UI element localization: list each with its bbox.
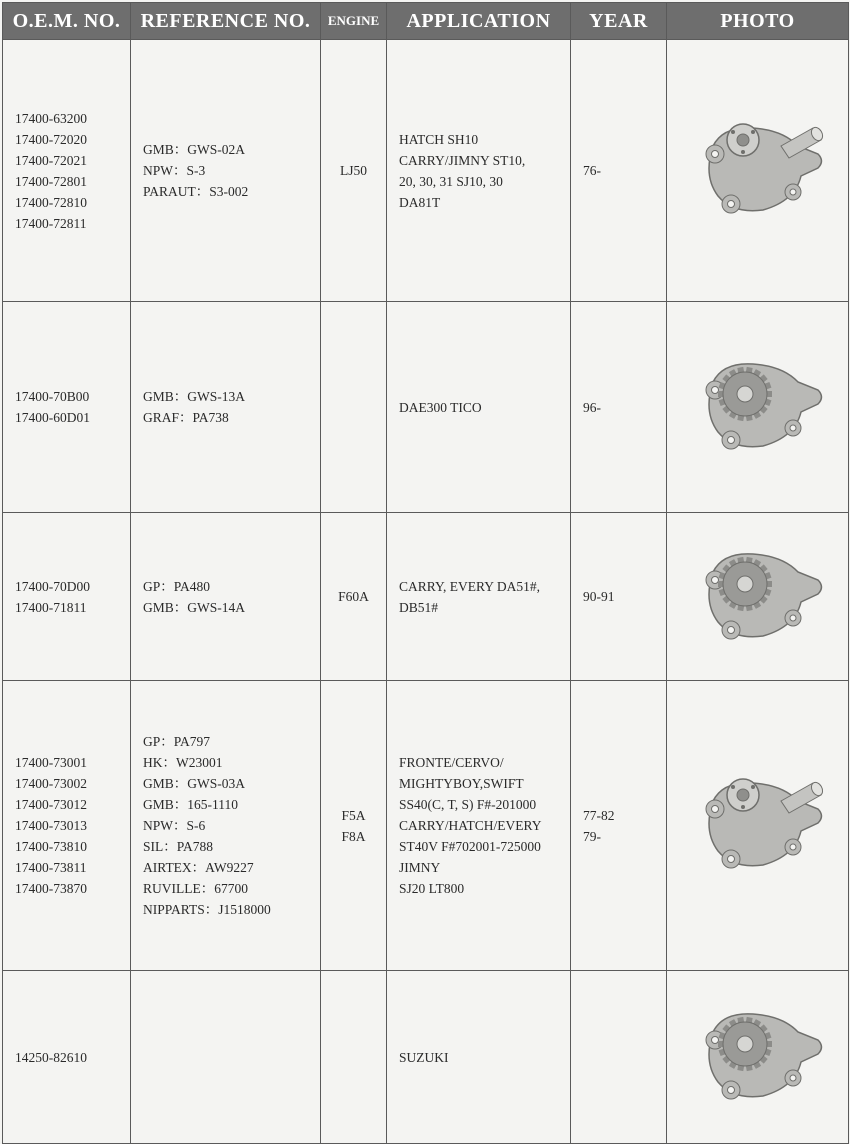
oem-number: 17400-63200 — [15, 110, 87, 126]
engine-code: LJ50 — [340, 163, 367, 178]
water-pump-photo — [683, 342, 833, 472]
application-line: CARRY, EVERY DA51#, — [399, 578, 541, 594]
oem-number-cell — [3, 513, 131, 681]
table-row — [3, 971, 849, 1144]
application-line: 20, 30, 31 SJ10, 30 — [399, 173, 503, 189]
reference-number: GP：PA797 — [143, 734, 211, 749]
reference-number: GRAF：PA738 — [143, 410, 229, 425]
application-line: JIMNY — [399, 860, 441, 875]
oem-number: 17400-73870 — [15, 881, 87, 896]
oem-number: 17400-73810 — [15, 839, 87, 854]
reference-number: SIL：PA788 — [143, 839, 214, 854]
photo-cell — [667, 513, 849, 681]
year-range: 90-91 — [583, 589, 615, 604]
engine-cell — [321, 513, 387, 681]
application-line: CARRY/JIMNY ST10, — [399, 152, 526, 168]
photo-cell — [667, 40, 849, 302]
reference-number-cell — [131, 681, 321, 971]
oem-number: 17400-72811 — [15, 215, 87, 231]
photo-cell — [667, 302, 849, 513]
application-line: SS40(C, T, S) F#-201000 — [399, 797, 537, 812]
year-range: 96- — [583, 399, 601, 415]
oem-number: 17400-60D01 — [15, 410, 90, 425]
engine-code: F8A — [341, 828, 366, 844]
application-line: DA81T — [399, 194, 441, 210]
oem-number: 17400-72810 — [15, 194, 87, 210]
engine-cell — [321, 40, 387, 302]
reference-number: AIRTEX：AW9227 — [143, 860, 254, 875]
year-cell — [571, 302, 667, 513]
table-row — [3, 513, 849, 681]
application-cell — [387, 302, 571, 513]
application-line: MIGHTYBOY,SWIFT — [399, 776, 524, 791]
photo-cell — [667, 971, 849, 1144]
reference-number-cell — [131, 513, 321, 681]
reference-number: GMB：GWS-13A — [143, 389, 246, 404]
engine-cell — [321, 681, 387, 971]
parts-catalog-table — [2, 2, 849, 1144]
oem-number: 17400-72020 — [15, 131, 87, 147]
year-cell — [571, 40, 667, 302]
photo-cell — [667, 681, 849, 971]
oem-number: 17400-73002 — [15, 776, 87, 791]
header-reference-no: REFERENCE NO. — [131, 3, 321, 40]
reference-number: NPW：S-6 — [143, 818, 206, 833]
reference-number-cell — [131, 971, 321, 1144]
application-line: HATCH SH10 — [399, 131, 479, 147]
oem-number-cell — [3, 681, 131, 971]
table-row — [3, 681, 849, 971]
oem-number: 17400-73012 — [15, 797, 87, 812]
reference-number: GMB：GWS-14A — [143, 599, 246, 615]
engine-code: F60A — [338, 589, 369, 604]
reference-number: GMB：165-1110 — [143, 797, 239, 812]
oem-number: 14250-82610 — [15, 1049, 87, 1065]
header-photo: PHOTO — [667, 3, 849, 40]
oem-number-cell — [3, 302, 131, 513]
reference-number-cell — [131, 302, 321, 513]
water-pump-photo — [683, 106, 833, 236]
header-year: YEAR — [571, 3, 667, 40]
year-cell — [571, 681, 667, 971]
oem-number-cell — [3, 971, 131, 1144]
application-line: DB51# — [399, 599, 439, 615]
header-row — [3, 3, 849, 40]
engine-cell — [321, 971, 387, 1144]
oem-number-cell — [3, 40, 131, 302]
reference-number: GMB：GWS-02A — [143, 142, 246, 157]
water-pump-photo — [683, 992, 833, 1122]
water-pump-photo — [683, 761, 833, 891]
reference-number: GP：PA480 — [143, 578, 211, 594]
header-engine: ENGINE — [321, 3, 387, 40]
reference-number: RUVILLE：67700 — [143, 881, 248, 896]
water-pump-photo — [683, 532, 833, 662]
application-cell — [387, 40, 571, 302]
application-line: CARRY/HATCH/EVERY — [399, 818, 542, 833]
table-row — [3, 302, 849, 513]
year-range: 77-82 — [583, 807, 615, 823]
application-line: FRONTE/CERVO/ — [399, 755, 504, 770]
application-cell — [387, 681, 571, 971]
oem-number: 17400-70D00 — [15, 578, 90, 594]
oem-number: 17400-72801 — [15, 173, 87, 189]
application-line: ST40V F#702001-725000 — [399, 839, 541, 854]
engine-cell — [321, 302, 387, 513]
reference-number: HK：W23001 — [143, 755, 223, 770]
reference-number: NPW：S-3 — [143, 163, 206, 178]
oem-number: 17400-73001 — [15, 755, 87, 770]
header-application: APPLICATION — [387, 3, 571, 40]
oem-number: 17400-71811 — [15, 599, 87, 615]
oem-number: 17400-72021 — [15, 152, 87, 168]
year-range: 76- — [583, 163, 601, 178]
oem-number: 17400-73811 — [15, 860, 87, 875]
table-row — [3, 40, 849, 302]
oem-number: 17400-73013 — [15, 818, 87, 833]
year-cell — [571, 513, 667, 681]
reference-number-cell — [131, 40, 321, 302]
application-line: DAE300 TICO — [399, 399, 482, 415]
application-line: SUZUKI — [399, 1049, 449, 1065]
application-cell — [387, 513, 571, 681]
application-cell — [387, 971, 571, 1144]
engine-code: F5A — [341, 807, 366, 823]
header-oem-no: O.E.M. NO. — [3, 3, 131, 40]
reference-number: GMB：GWS-03A — [143, 776, 246, 791]
application-line: SJ20 LT800 — [399, 881, 465, 896]
oem-number: 17400-70B00 — [15, 389, 90, 404]
year-range: 79- — [583, 828, 601, 844]
year-cell — [571, 971, 667, 1144]
reference-number: NIPPARTS：J1518000 — [143, 902, 271, 917]
reference-number: PARAUT：S3-002 — [143, 184, 249, 199]
